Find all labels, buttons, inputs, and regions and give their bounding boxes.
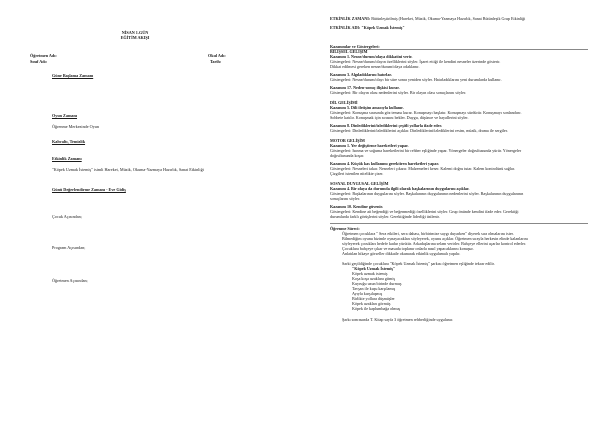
song-intro: Sarki geçildiğinde çocuklara "Köpek Uzmak İstemiş" şarkısı öğretmen eşliğinde tekrar edilir.: [342, 261, 495, 266]
objective-indicator: doğrultusunda koşar.: [330, 153, 365, 158]
song-title: "Köpek Uzmak İstemiş": [352, 266, 396, 271]
section-heading: Etkinlik Zamanı: [52, 156, 82, 162]
objective-indicator: Çizgileri istenilen nitelikte çizer.: [330, 171, 384, 176]
objective-indicator: Göstergeleri: Başkalarının duygularını söyler. Başkalarının duygularının nedenlerini söyler. Başkalarının duygularının: [330, 191, 524, 196]
section-heading: Güne Başlama Zamanı: [52, 73, 94, 79]
language-block: [330, 123, 588, 133]
domain-motor: MOTOR GELİŞİM: [330, 138, 365, 143]
song-line: Birlikte yollara düşmüşler: [352, 296, 395, 301]
process-line: Bilmediğim oyunu bizimle oynayacakları söyleyerek, oyunu açıklar. Öğretmen sırayla herkesin elinde kalanlarını: [342, 236, 528, 241]
school-label: Okul Adı:: [208, 53, 226, 59]
objectives-heading: Kazanımlar ve Göstergeleri:: [330, 44, 380, 49]
date-label: Tarih:: [210, 59, 222, 65]
section-heading: Oyun Zamanı: [52, 112, 78, 118]
cognitive-block: [330, 54, 588, 69]
objective-title: Kazanım 4. Küçük kas kullanımı gerektiren hareketleri yapar.: [330, 161, 439, 166]
closing-line: Şarkı sonrasında T. Kitap sayfa 3 öğretmen rehberliğinde uygulanır.: [342, 317, 454, 322]
process-steps: [330, 231, 588, 256]
section-heading: Kahvaltı, Temizlik: [52, 139, 86, 145]
objective-indicator: durumlarda farklı görüşlerini söyler. Gerektiğinde liderliği üstlenir.: [330, 214, 440, 219]
activity-time-label: ETKİNLİK ZAMANI:: [330, 16, 371, 21]
activity-name-value: "Köpek Uzmak İstemiş": [361, 25, 405, 30]
plan-title: NİSAN 1.GÜN: [121, 30, 149, 35]
objective-indicator: Göstergeleri: Isınma ve soğuma hareketlerini bir rehber eşliğinde yapar. Yönergeler doğrultusunda yürür. Yönergeler: [330, 148, 522, 153]
song-lyrics: [330, 266, 588, 311]
objective-title: Kazanım 8. Dinlediklerini/izlediklerini çeşitli yollarla ifade eder.: [330, 123, 442, 128]
process-line: Çocuklara bahçeye çıkar ve masada toplanır onlarla nasıl yapacaklarını konuşur.: [342, 246, 474, 251]
objective-indicator: Göstergeleri: Nesne/durum/olayı bir süre sonra yeniden söyler. Hatırladıklarını yeni durumlarda kullanır.: [330, 77, 502, 82]
objective-indicator: Göstergeleri: Konuşma sırasında göz teması kurar. Konuşmayı başlatır. Konuşmayı sürdürür. Konuşmayı sonlandırır.: [330, 110, 522, 115]
objective-title: Kazanım 10. Kendine güvenir.: [330, 204, 383, 209]
objective-indicator: Göstergeleri: Kendine ait beğendiği ve beğenmediği özelliklerini söyler. Grup önünde kendini ifade eder. Gerektiği: [330, 209, 519, 214]
right-column: [330, 16, 588, 322]
objective-indicator: Göstergeleri: Dinlediklerini/izlediklerini açıklar. Dinlediklerini/izlediklerini resim, müzik, drama ile sergiler.: [330, 128, 508, 133]
objective-title: Kazanım 4. Bir olaya da durumda ilgili olarak başkalarının duygularını açıklar.: [330, 186, 470, 191]
song-line: Kuyruğu uzun birinde durmuş: [352, 281, 402, 286]
activity-name-label: ETKİNLİK ADI:: [330, 25, 361, 30]
language-block: [330, 105, 588, 120]
song-line: Tavşan ile kuşu karşılamış: [352, 286, 396, 291]
song-line: Köpek uzakları görmüş: [352, 301, 391, 306]
teacher-label: Öğretmen Adı:: [30, 53, 57, 59]
flow-sections: [30, 73, 295, 283]
objective-title: Kazanım 1. Nesne/durum/olaya dikkatini verir.: [330, 54, 413, 59]
divider: [330, 223, 588, 224]
objective-indicator: Göstergeleri: Nesneleri takar. Nesneleri çıkarır. Malzemeleri keser. Kalemi doğru tutar. Kalem kontrolünü sağlar.: [330, 166, 515, 171]
social-block: [330, 186, 588, 201]
objective-indicator: Sohbete katılır. Konuşmak için sırasını bekler. Duygu, düşünce ve hayallerini söyler.: [330, 115, 469, 120]
social-block: [330, 204, 588, 219]
class-label: Sınıf Adı:: [30, 59, 48, 65]
objective-indicator: Göstergeleri: Bir olayın olası nedenlerini söyler. Bir olayın olası sonuçlarını söyler.: [330, 90, 467, 95]
cognitive-block: [330, 72, 588, 82]
objective-title: Kazanım 3. Algıladıklarını hatırlar.: [330, 72, 392, 77]
objective-indicator: Göstergeleri: Nesne/durum/olayın özelliklerini söyler. İşaret ettiği ile kendini nesneler üzerinde gösterir.: [330, 59, 501, 64]
note-program: Program Açısından;: [52, 245, 86, 251]
objective-title: Kazanım 1. Yer değiştirme hareketleri yapar.: [330, 143, 409, 148]
objective-title: Kazanım 5. Dili iletişim amacıyla kullanır.: [330, 105, 404, 110]
motor-block: [330, 143, 588, 158]
objective-indicator: sonuçlarını söyler.: [330, 196, 361, 201]
objective-title: Kazanım 17. Neden-sonuç ilişkisi kurar.: [330, 85, 400, 90]
divider: [330, 49, 588, 50]
domain-language: DİL GELİŞİMİ: [330, 100, 358, 105]
song-line: Koşa koşa uzaklara gitmiş: [352, 276, 396, 281]
domain-cognitive: BİLİŞSEL GELİŞİM: [330, 49, 368, 54]
section-body: Öğrenme Merkezinde Oyun: [52, 123, 99, 129]
left-column: [30, 30, 295, 283]
section-heading: Günü Değerlendirme Zamanı - Eve Gidiş: [52, 186, 126, 192]
plan-subtitle: EĞİTİM AKIŞI: [120, 35, 150, 41]
motor-block: [330, 161, 588, 176]
process-line: söyleyerek çocukları hedefe kadar yürütür. Arkadaşlarına selam verirler. Bahçeye ellerini açarlar kontrol ederler.: [342, 241, 527, 246]
song-line: Ayıyla karşılaşmış: [352, 291, 383, 296]
note-child: Çocuk Açısından;: [52, 213, 82, 219]
song-line: Köpek ile kaplumbağa olmuş: [352, 306, 401, 311]
note-teacher: Öğretmen Açısından;: [52, 278, 88, 284]
objective-indicator: Dikkat edilmesi gereken nesne/durum/olaya odaklanır.: [330, 64, 420, 69]
meta-block: [30, 53, 295, 67]
learning-process: [330, 223, 588, 322]
domain-social: SOSYAL DUYGUSAL GELİŞİM: [330, 181, 389, 186]
process-line: Anlatılan hikaye görseller dikkatle okunarak etkinlik uygulamalı yapılır.: [342, 251, 461, 256]
song-line: Köpek uzmak istemiş: [352, 271, 388, 276]
cognitive-block: [330, 85, 588, 95]
objectives: [330, 44, 588, 219]
activity-time-value: Bütünleştirilmiş (Hareket, Müzik, Okuma-Yazmaya Hazırlık, Sanat Bütünleşik Grup Etkinliği: [371, 16, 526, 21]
process-line: Öğretmen çocuklara " Sera etkileri, sera dahası, birbirimize saygı duyarken" diyerek sıra olmalarını ister.: [342, 231, 514, 236]
process-heading: Öğrenme Süreci:: [330, 226, 360, 231]
section-body: "Köpek Uzmak İstemiş" isimli Hareket, Müzik, Okuma-Yazmaya Hazırlık, Sanat Etkinliği: [52, 167, 204, 173]
